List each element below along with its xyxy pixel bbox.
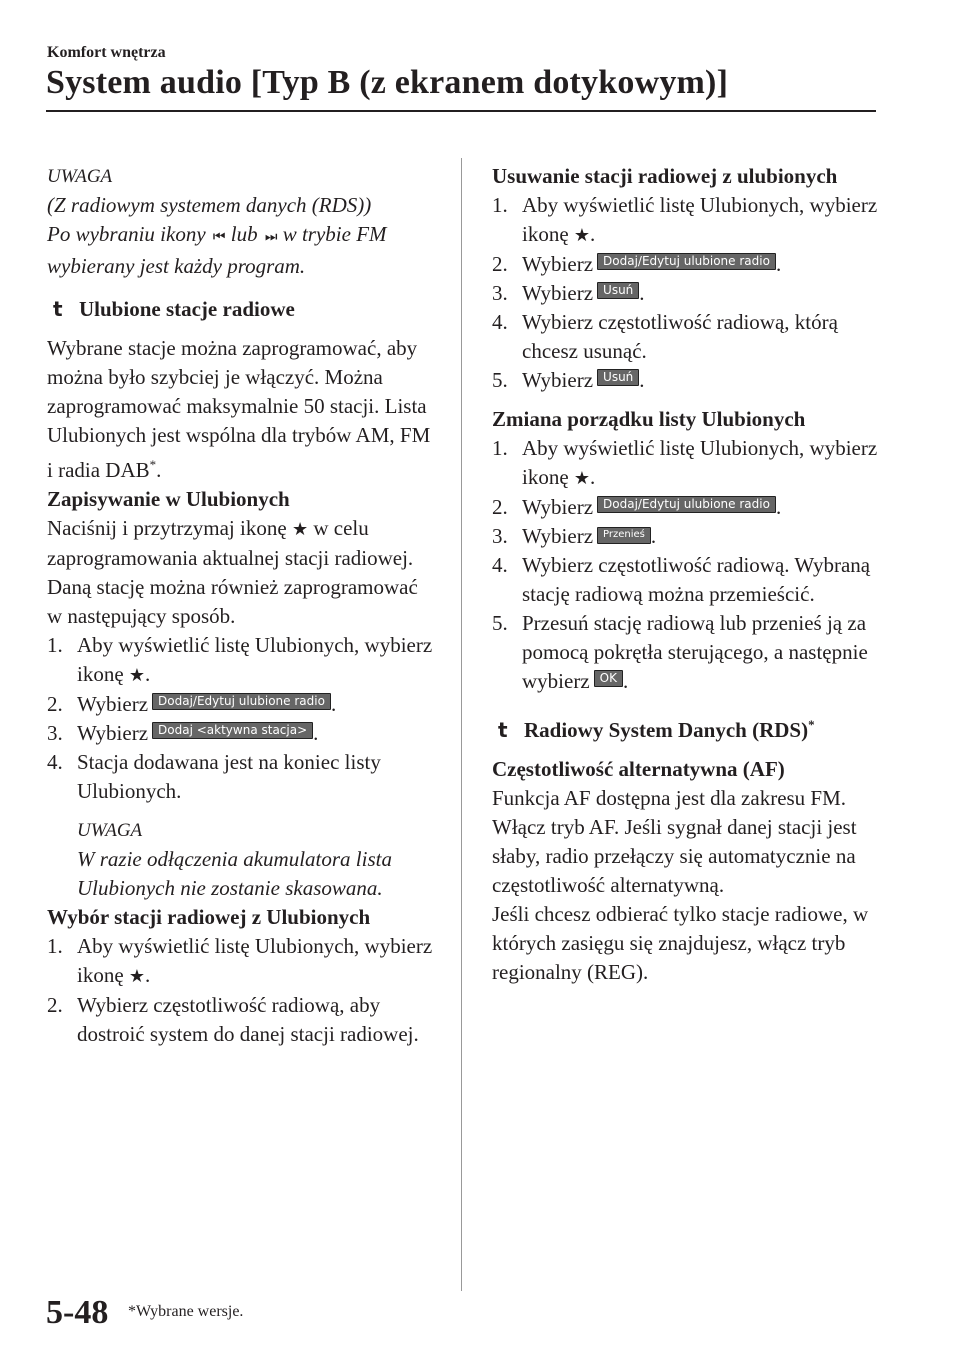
steps-list: [47, 631, 437, 806]
steps-list: [47, 932, 437, 1049]
list-item: 2. Wybierz częstotliwość radiową, aby dostroić system do danej stacji radiowej.: [47, 993, 419, 1046]
skip-back-icon: ⏮: [212, 229, 222, 245]
list-item: 1. Aby wyświetlić listę Ulubionych, wybierz ikonę ★.: [492, 193, 878, 246]
steps-list: [492, 434, 882, 696]
paragraph: Wybrane stacje można zaprogramować, aby można było szybciej je włączyć. Można zaprogramować maksymalnie 50 stacji. Lista Ulubionych jest wspólna dla trybów AM, FM i radia DAB*.: [47, 336, 431, 482]
list-item: 3. Wybierz Dodaj <aktywna stacja> .: [47, 721, 319, 745]
star-icon: ★: [573, 225, 591, 246]
list-item: 4. Wybierz częstotliwość radiową, którą chcesz usunąć.: [492, 310, 838, 363]
star-icon: ★: [573, 468, 591, 489]
ok-button[interactable]: OK: [594, 670, 623, 687]
list-item: 4. Stacja dodawana jest na koniec listy Ulubionych.: [47, 750, 381, 803]
note-line: wybierany jest każdy program.: [47, 254, 306, 278]
note-heading: UWAGA: [47, 166, 113, 187]
section-bullet: t: [53, 297, 63, 321]
add-edit-favorites-button[interactable]: Dodaj/Edytuj ulubione radio: [597, 496, 776, 513]
star-icon: ★: [291, 519, 309, 540]
subheading: Zmiana porządku listy Ulubionych: [492, 407, 806, 431]
add-edit-favorites-button[interactable]: Dodaj/Edytuj ulubione radio: [597, 253, 776, 270]
list-item: 2. Wybierz Dodaj/Edytuj ulubione radio .: [47, 692, 337, 716]
note-block: [77, 816, 437, 903]
list-item: 3. Wybierz Przenieś .: [492, 524, 657, 548]
section-kicker: Komfort wnętrza: [47, 44, 166, 61]
page-number: 5-48: [46, 1294, 109, 1331]
add-edit-favorites-button[interactable]: Dodaj/Edytuj ulubione radio: [152, 693, 331, 710]
footnote: *Wybrane wersje.: [128, 1303, 244, 1320]
page-title: System audio [Typ B (z ekranem dotykowym)]: [46, 64, 729, 101]
paragraph: Funkcja AF dostępna jest dla zakresu FM. Włącz tryb AF. Jeśli sygnał danej stacji jest słaby, radio przełączy się automatycznie na częstotliwość alternatywną.: [492, 786, 857, 897]
title-rule: [46, 110, 876, 112]
list-item: 2. Wybierz Dodaj/Edytuj ulubione radio .: [492, 252, 782, 276]
subheading: Częstotliwość alternatywna (AF): [492, 757, 785, 781]
delete-button[interactable]: Usuń: [597, 369, 639, 386]
subheading: Usuwanie stacji radiowej z ulubionych: [492, 164, 838, 188]
move-button[interactable]: Przenieś: [597, 527, 651, 544]
steps-list: [492, 191, 882, 395]
note-line: (Z radiowym systemem danych (RDS)): [47, 193, 372, 217]
skip-forward-icon: ⏭: [264, 229, 274, 245]
paragraph: Naciśnij i przytrzymaj ikonę ★ w celu zaprogramowania aktualnej stacji radiowej. Daną stację można również zaprogramować w następujący sposób.: [47, 516, 418, 628]
list-item: 5. Wybierz Usuń .: [492, 368, 645, 392]
list-item: 1. Aby wyświetlić listę Ulubionych, wybierz ikonę ★.: [47, 633, 433, 686]
section-heading: t Radiowy System Danych (RDS)*: [492, 710, 882, 745]
list-item: 2. Wybierz Dodaj/Edytuj ulubione radio .: [492, 495, 782, 519]
column-divider: [461, 158, 462, 1291]
list-item: 1. Aby wyświetlić listę Ulubionych, wybierz ikonę ★.: [492, 436, 878, 489]
list-item: 5. Przesuń stację radiową lub przenieś ją za pomocą pokrętła sterującego, a następnie wybierz OK .: [492, 611, 868, 693]
star-icon: ★: [128, 966, 146, 987]
left-column: [47, 162, 437, 1049]
section-bullet: t: [498, 718, 508, 742]
list-item: 1. Aby wyświetlić listę Ulubionych, wybierz ikonę ★.: [47, 934, 433, 987]
add-active-station-button[interactable]: Dodaj <aktywna stacja>: [152, 722, 313, 739]
right-column: [492, 162, 882, 987]
subheading: Zapisywanie w Ulubionych: [47, 487, 290, 511]
note-text: W razie odłączenia akumulatora lista Ulubionych nie zostanie skasowana.: [77, 847, 392, 900]
note-line: Po wybraniu ikony ⏮ lub ⏭ w trybie FM: [47, 222, 387, 246]
paragraph: Jeśli chcesz odbierać tylko stacje radiowe, w których zasięgu się znajdujesz, włącz tryb regionalny (REG).: [492, 902, 869, 984]
subheading: Wybór stacji radiowej z Ulubionych: [47, 905, 371, 929]
note-heading: UWAGA: [77, 820, 143, 841]
list-item: 3. Wybierz Usuń .: [492, 281, 645, 305]
list-item: 4. Wybierz częstotliwość radiową. Wybraną stację radiową można przemieścić.: [492, 553, 871, 606]
star-icon: ★: [128, 665, 146, 686]
section-heading: t Ulubione stacje radiowe: [47, 295, 437, 324]
delete-button[interactable]: Usuń: [597, 282, 639, 299]
